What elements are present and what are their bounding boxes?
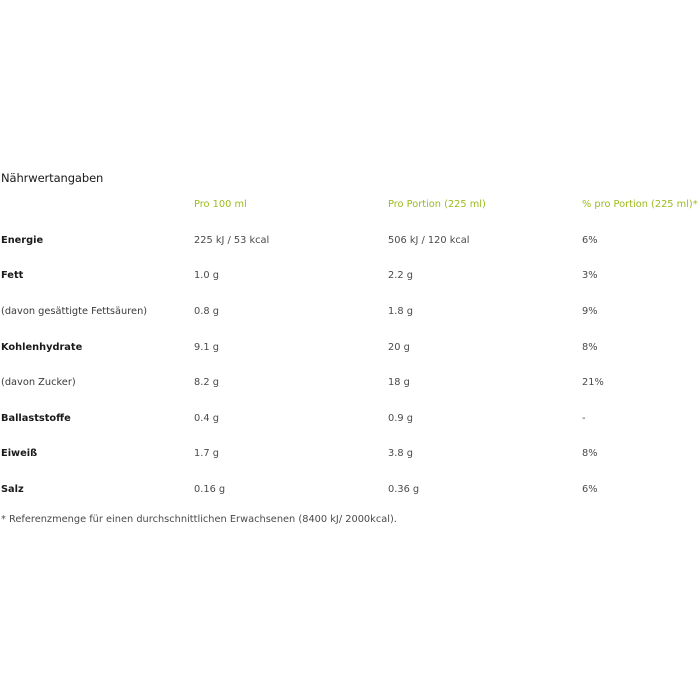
cell-gesaettigte-per-portion: 1.8 g (388, 306, 413, 317)
header-per-portion: Pro Portion (225 ml) (388, 199, 486, 210)
cell-salz-percent: 6% (582, 484, 598, 495)
cell-fett-per-100ml: 1.0 g (194, 270, 219, 281)
row-label-zucker: (davon Zucker) (1, 377, 76, 388)
cell-kohlenhydrate-per-100ml: 9.1 g (194, 342, 219, 353)
cell-eiweiss-percent: 8% (582, 448, 598, 459)
header-percent-portion: % pro Portion (225 ml)* (582, 199, 698, 210)
cell-eiweiss-per-100ml: 1.7 g (194, 448, 219, 459)
cell-gesaettigte-percent: 9% (582, 306, 598, 317)
cell-energie-per-100ml: 225 kJ / 53 kcal (194, 235, 270, 246)
cell-kohlenhydrate-percent: 8% (582, 342, 598, 353)
row-label-energie: Energie (1, 235, 44, 246)
row-label-gesaettigte-fettsaeuren: (davon gesättigte Fettsäuren) (1, 306, 148, 317)
cell-eiweiss-per-portion: 3.8 g (388, 448, 413, 459)
header-per-100ml: Pro 100 ml (194, 199, 247, 210)
cell-zucker-per-portion: 18 g (388, 377, 410, 388)
cell-ballaststoffe-per-100ml: 0.4 g (194, 413, 219, 424)
cell-energie-per-portion: 506 kJ / 120 kcal (388, 235, 470, 246)
row-label-kohlenhydrate: Kohlenhydrate (1, 342, 83, 353)
footnote-reference-intake: * Referenzmenge für einen durchschnittlichen Erwachsenen (8400 kJ/ 2000kcal). (1, 514, 397, 525)
row-label-ballaststoffe: Ballaststoffe (1, 413, 71, 424)
page-title: Nährwertangaben (1, 171, 104, 185)
cell-gesaettigte-per-100ml: 0.8 g (194, 306, 219, 317)
cell-zucker-per-100ml: 8.2 g (194, 377, 219, 388)
cell-salz-per-100ml: 0.16 g (194, 484, 226, 495)
cell-energie-percent: 6% (582, 235, 598, 246)
cell-salz-per-portion: 0.36 g (388, 484, 420, 495)
cell-kohlenhydrate-per-portion: 20 g (388, 342, 410, 353)
row-label-fett: Fett (1, 270, 24, 281)
cell-zucker-percent: 21% (582, 377, 604, 388)
cell-ballaststoffe-percent: - (582, 413, 586, 424)
row-label-salz: Salz (1, 484, 24, 495)
cell-ballaststoffe-per-portion: 0.9 g (388, 413, 413, 424)
cell-fett-percent: 3% (582, 270, 598, 281)
cell-fett-per-portion: 2.2 g (388, 270, 413, 281)
row-label-eiweiss: Eiweiß (1, 448, 38, 459)
